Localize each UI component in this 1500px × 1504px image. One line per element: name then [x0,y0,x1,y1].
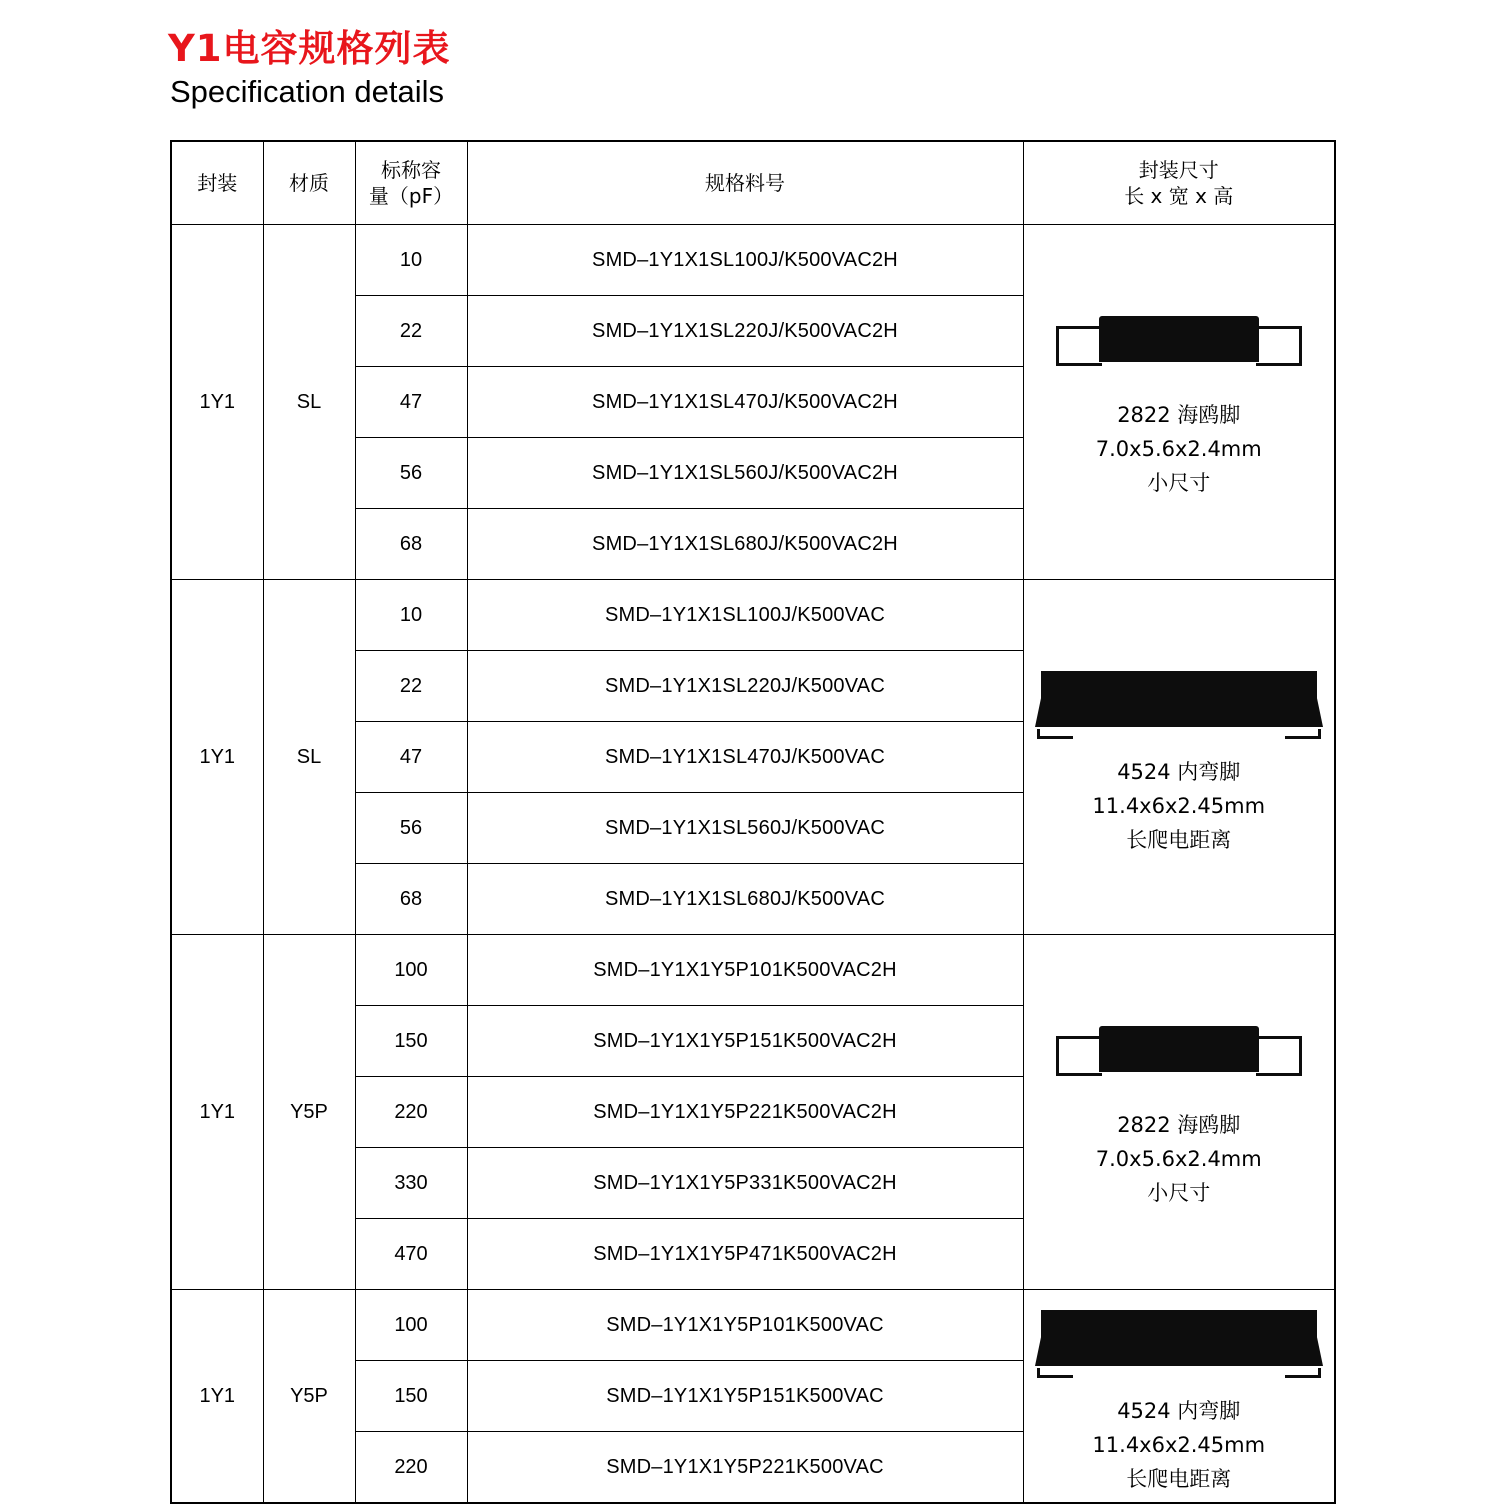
gull-wing-package-icon [1056,312,1302,386]
cell-capacitance: 68 [355,864,467,935]
cell-capacitance: 100 [355,1290,467,1361]
cell-part-number: SMD–1Y1X1SL100J/K500VAC [467,580,1023,651]
table-row [171,225,1335,296]
cell-part-number: SMD–1Y1X1Y5P221K500VAC [467,1432,1023,1504]
cell-capacitance: 470 [355,1219,467,1290]
cell-part-number: SMD–1Y1X1Y5P331K500VAC2H [467,1148,1023,1219]
cell-material: Y5P [263,935,355,1290]
cell-capacitance: 220 [355,1432,467,1504]
cell-capacitance: 47 [355,367,467,438]
dimension-line-2: 11.4x6x2.45mm [1092,1432,1266,1457]
cell-part-number: SMD–1Y1X1SL680J/K500VAC2H [467,509,1023,580]
column-header-dimension-line1: 封装尺寸 [1138,157,1219,182]
cell-capacitance: 68 [355,509,467,580]
table-header-row [171,141,1335,225]
table-row [171,935,1335,1006]
cell-part-number: SMD–1Y1X1SL470J/K500VAC [467,722,1023,793]
cell-package: 1Y1 [171,1290,263,1504]
table-header [171,141,1335,225]
cell-capacitance: 22 [355,651,467,722]
cell-capacitance: 47 [355,722,467,793]
cell-capacitance: 10 [355,225,467,296]
gull-wing-package-icon [1056,1022,1302,1096]
cell-material: Y5P [263,1290,355,1504]
cell-part-number: SMD–1Y1X1SL560J/K500VAC2H [467,438,1023,509]
cell-part-number: SMD–1Y1X1SL680J/K500VAC [467,864,1023,935]
dimension-line-1: 4524 内弯脚 [1117,1398,1241,1423]
cell-package: 1Y1 [171,935,263,1290]
column-header-package: 封装 [171,141,263,225]
cell-part-number: SMD–1Y1X1SL470J/K500VAC2H [467,367,1023,438]
table-row [171,580,1335,651]
cell-part-number: SMD–1Y1X1Y5P221K500VAC2H [467,1077,1023,1148]
cell-part-number: SMD–1Y1X1Y5P101K500VAC2H [467,935,1023,1006]
cell-part-number: SMD–1Y1X1Y5P471K500VAC2H [467,1219,1023,1290]
cell-package: 1Y1 [171,225,263,580]
cell-material: SL [263,225,355,580]
table-row [171,1290,1335,1361]
page-subtitle-english: Specification details [170,74,444,109]
dimension-line-3: 小尺寸 [1147,471,1211,495]
cell-part-number: SMD–1Y1X1Y5P101K500VAC [467,1290,1023,1361]
cell-part-number: SMD–1Y1X1Y5P151K500VAC [467,1361,1023,1432]
cell-part-number: SMD–1Y1X1SL220J/K500VAC2H [467,296,1023,367]
dimension-line-1: 2822 海鸥脚 [1117,1112,1241,1137]
cell-capacitance: 220 [355,1077,467,1148]
column-header-capacitance [355,141,467,225]
page-title-chinese: Y1电容规格列表 [168,27,451,70]
column-header-material: 材质 [263,141,355,225]
cell-capacitance: 100 [355,935,467,1006]
cell-capacitance: 150 [355,1006,467,1077]
cell-capacitance: 150 [355,1361,467,1432]
cell-part-number: SMD–1Y1X1SL220J/K500VAC [467,651,1023,722]
cell-material: SL [263,580,355,935]
cell-package: 1Y1 [171,580,263,935]
dimension-line-2: 11.4x6x2.45mm [1092,793,1266,818]
cell-capacitance: 330 [355,1148,467,1219]
column-header-dimension [1023,141,1335,225]
cell-part-number: SMD–1Y1X1SL560J/K500VAC [467,793,1023,864]
column-header-capacitance-line2: 量（pF） [368,184,454,208]
table-body [171,225,1335,1504]
cell-capacitance: 56 [355,438,467,509]
cell-dimension [1023,580,1335,935]
inward-bent-package-icon [1035,665,1323,745]
cell-dimension [1023,935,1335,1290]
cell-part-number: SMD–1Y1X1Y5P151K500VAC2H [467,1006,1023,1077]
dimension-line-1: 2822 海鸥脚 [1117,402,1241,427]
dimension-line-3: 长爬电距离 [1126,828,1232,852]
dimension-line-3: 长爬电距离 [1126,1467,1232,1491]
cell-part-number: SMD–1Y1X1SL100J/K500VAC2H [467,225,1023,296]
column-header-capacitance-line1: 标称容 [381,157,441,182]
dimension-line-3: 小尺寸 [1147,1181,1211,1205]
column-header-part-number: 规格料号 [467,141,1023,225]
dimension-line-2: 7.0x5.6x2.4mm [1095,1146,1262,1171]
specification-table [170,140,1336,1504]
cell-capacitance: 22 [355,296,467,367]
cell-dimension [1023,1290,1335,1504]
cell-dimension [1023,225,1335,580]
cell-capacitance: 10 [355,580,467,651]
dimension-line-2: 7.0x5.6x2.4mm [1095,436,1262,461]
inward-bent-package-icon [1035,1304,1323,1384]
dimension-line-1: 4524 内弯脚 [1117,759,1241,784]
column-header-dimension-line2: 长 x 宽 x 高 [1124,184,1234,208]
cell-capacitance: 56 [355,793,467,864]
